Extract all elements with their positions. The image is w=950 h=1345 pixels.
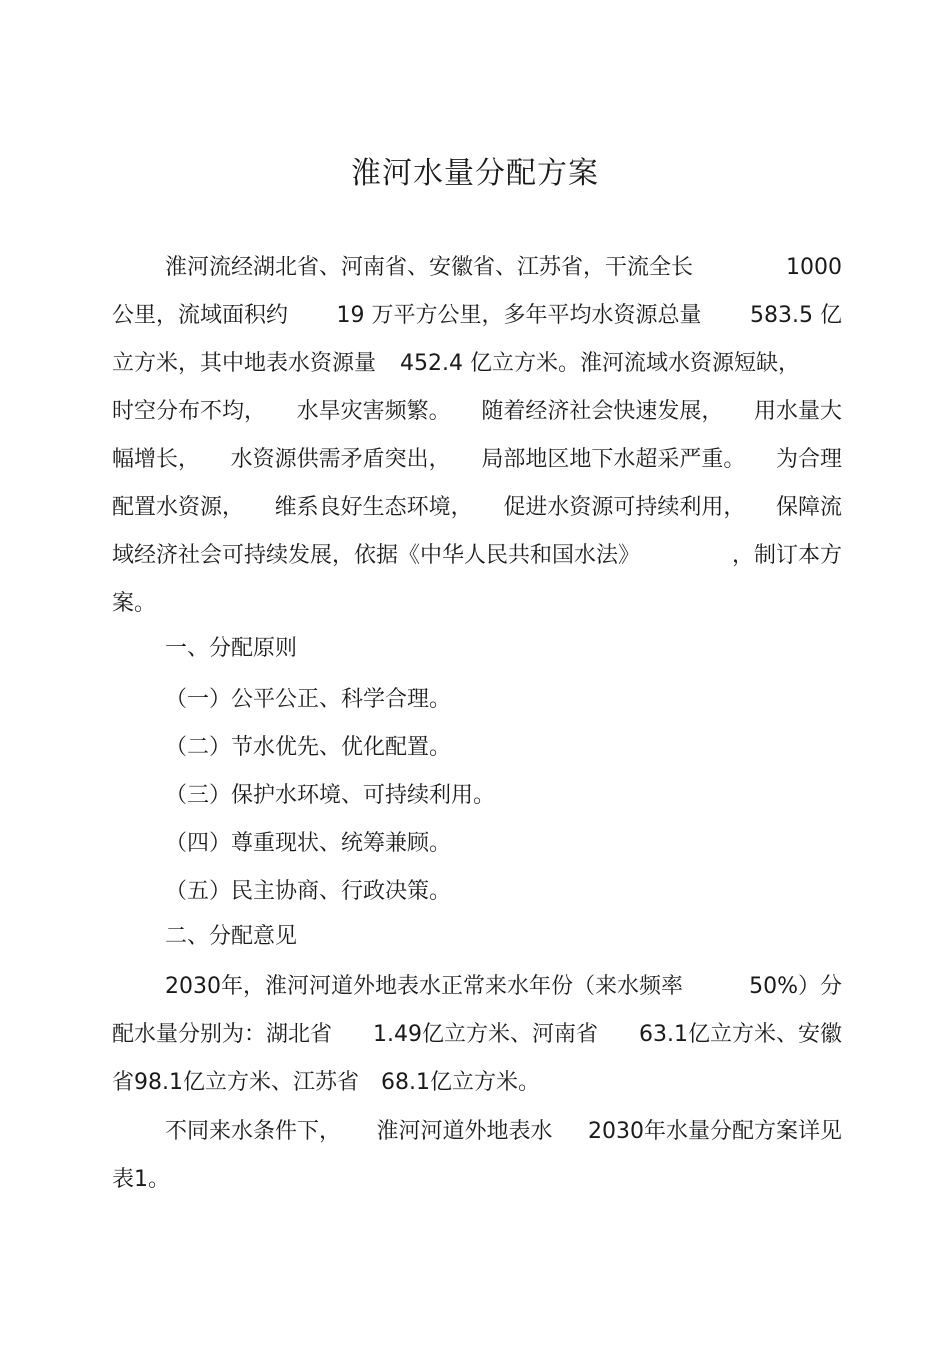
principle-item: （四）尊重现状、统筹兼顾。 <box>165 831 452 856</box>
section-heading-principles: 一、分配原则 <box>165 636 298 661</box>
document-title: 淮河水量分配方案 <box>351 156 599 191</box>
intro-line-8: 案。 <box>112 591 157 616</box>
intro-text: 19 万平方公里，多年平均水资源总量 <box>336 303 702 328</box>
intro-text: 公里，流域面积约 <box>112 303 289 328</box>
allocation-text: 63.1亿立方米、安徽 <box>638 1022 842 1047</box>
allocation-text: 2030年，淮河河道外地表水正常来水年份（来水频率 <box>165 974 683 999</box>
table-ref-text: 淮河河道外地表水 <box>376 1119 553 1144</box>
table-ref-text: 不同来水条件下， <box>165 1119 342 1144</box>
intro-line-1 <box>165 253 842 283</box>
intro-text: 452.4 亿立方米。淮河流域水资源短缺， <box>400 351 800 376</box>
allocation-line-2 <box>112 1020 842 1050</box>
table-ref-line-2: 表1。 <box>112 1167 170 1192</box>
intro-text: 水资源供需矛盾突出， <box>230 447 451 472</box>
intro-text: 583.5 亿 <box>750 303 842 328</box>
table-ref-line-1 <box>165 1117 842 1147</box>
allocation-text: 配水量分别为：湖北省 <box>112 1022 333 1047</box>
principle-item: （五）民主协商、行政决策。 <box>165 879 452 904</box>
intro-text: 局部地区地下水超采严重。 <box>481 447 746 472</box>
intro-text: 域经济社会可持续发展，依据《中华人民共和国水法》 <box>112 543 641 568</box>
principle-item: （三）保护水环境、可持续利用。 <box>165 783 496 808</box>
intro-text: 水旱灾害频繁。 <box>296 399 451 424</box>
intro-text: 用水量大 <box>753 399 842 424</box>
allocation-line-3: 省98.1亿立方米、江苏省 68.1亿立方米。 <box>112 1070 540 1095</box>
principle-item: （二）节水优先、优化配置。 <box>165 735 452 760</box>
intro-text: ，制订本方 <box>731 543 842 568</box>
intro-line-7 <box>112 541 842 571</box>
intro-text: 配置水资源， <box>112 495 245 520</box>
allocation-line-1 <box>165 972 842 1002</box>
intro-text: 立方米，其中地表水资源量 <box>112 351 377 376</box>
intro-line-2 <box>112 301 842 331</box>
allocation-text: 50%）分 <box>749 974 842 999</box>
intro-line-5 <box>112 445 842 475</box>
table-ref-text: 2030年水量分配方案详见 <box>588 1119 842 1144</box>
allocation-text: 1.49亿立方米、河南省 <box>373 1022 598 1047</box>
intro-text: 为合理 <box>775 447 842 472</box>
intro-text: 随着经济社会快速发展， <box>481 399 724 424</box>
intro-text: 维系良好生态环境， <box>274 495 473 520</box>
intro-text: 幅增长， <box>112 447 201 472</box>
intro-line-6 <box>112 493 842 523</box>
intro-text: 保障流 <box>775 495 842 520</box>
intro-text: 促进水资源可持续利用， <box>503 495 746 520</box>
section-heading-allocation: 二、分配意见 <box>165 924 298 949</box>
intro-text: 1000 <box>786 255 842 280</box>
principle-item: （一）公平公正、科学合理。 <box>165 687 452 712</box>
intro-line-4 <box>112 397 842 427</box>
intro-text: 淮河流经湖北省、河南省、安徽省、江苏省，干流全长 <box>165 255 694 280</box>
intro-line-3 <box>112 349 812 379</box>
intro-text: 时空分布不均， <box>112 399 267 424</box>
